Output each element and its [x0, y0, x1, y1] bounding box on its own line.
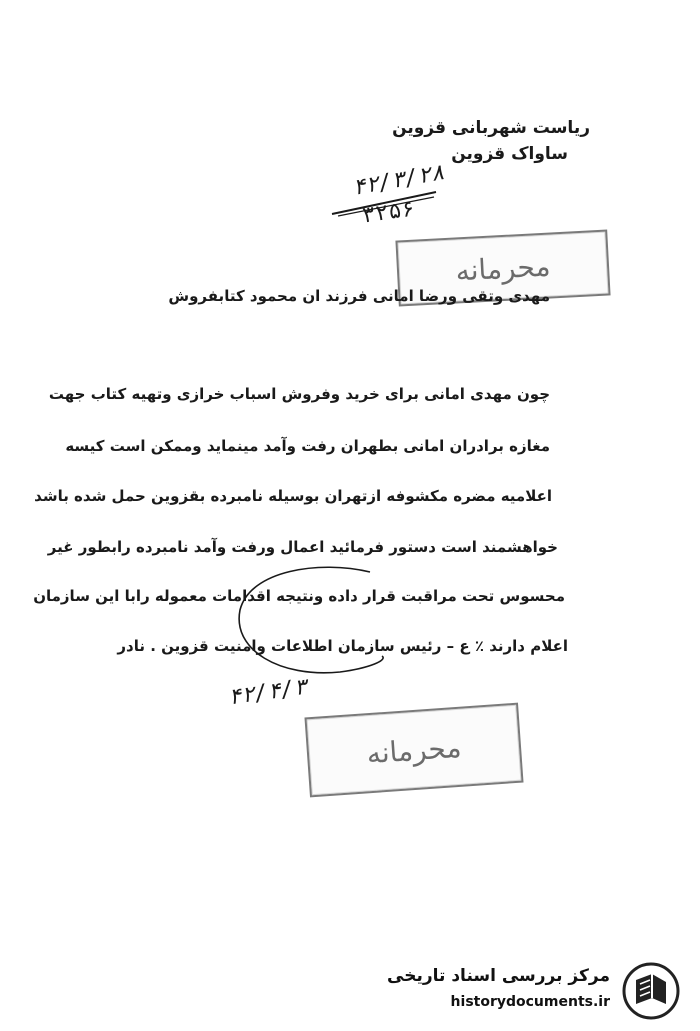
archive-logo-icon: [622, 962, 680, 1020]
body-line-4: خواهشمند است دستور فرمائید اعمال ورفت وآمد نامبرده رابطور غیر: [47, 538, 558, 556]
reference-number: ۳۲۵۶: [360, 196, 417, 229]
confidential-stamp-top-text: محرمانه: [454, 249, 552, 287]
confidential-stamp-bottom: [304, 703, 523, 798]
reference-date: ۴۲/۳/۲۸: [350, 160, 447, 201]
header-line-2: ساواک قزوین: [451, 144, 568, 164]
handwritten-circle: [220, 560, 400, 690]
handwritten-note: ۴۲/۴/۳: [226, 674, 309, 711]
archive-url: historydocuments.ir: [450, 994, 610, 1010]
body-line-2: مغازه برادران امانی بطهران رفت وآمد مینماید وممکن است کیسه: [65, 437, 550, 455]
subject-line: مهدی وتقی ورضا امانی فرزند ان محمود کتابفروش: [168, 287, 550, 305]
header-line-1: ریاست شهربانی قزوین: [392, 118, 590, 138]
body-line-1: چون مهدی امانی برای خرید وفروش اسباب خرازی وتهیه کتاب جهت: [48, 385, 550, 403]
body-line-5: محسوس تحت مراقبت قرار داده ونتیجه اقدامات معموله رابا این سازمان: [33, 587, 565, 605]
body-line-3: اعلامیه مضره مکشوفه ازتهران بوسیله نامبرده بقزوین حمل شده باشد: [34, 487, 552, 505]
archive-name: مرکز بررسی اسناد تاریخی: [387, 966, 610, 986]
archive-footer: [380, 962, 680, 1022]
body-line-6: اعلام دارند ٪ ع – رئیس سازمان اطلاعات وامنیت قزوین . نادر: [117, 637, 568, 655]
confidential-stamp-bottom-text: محرمانه: [365, 730, 463, 770]
